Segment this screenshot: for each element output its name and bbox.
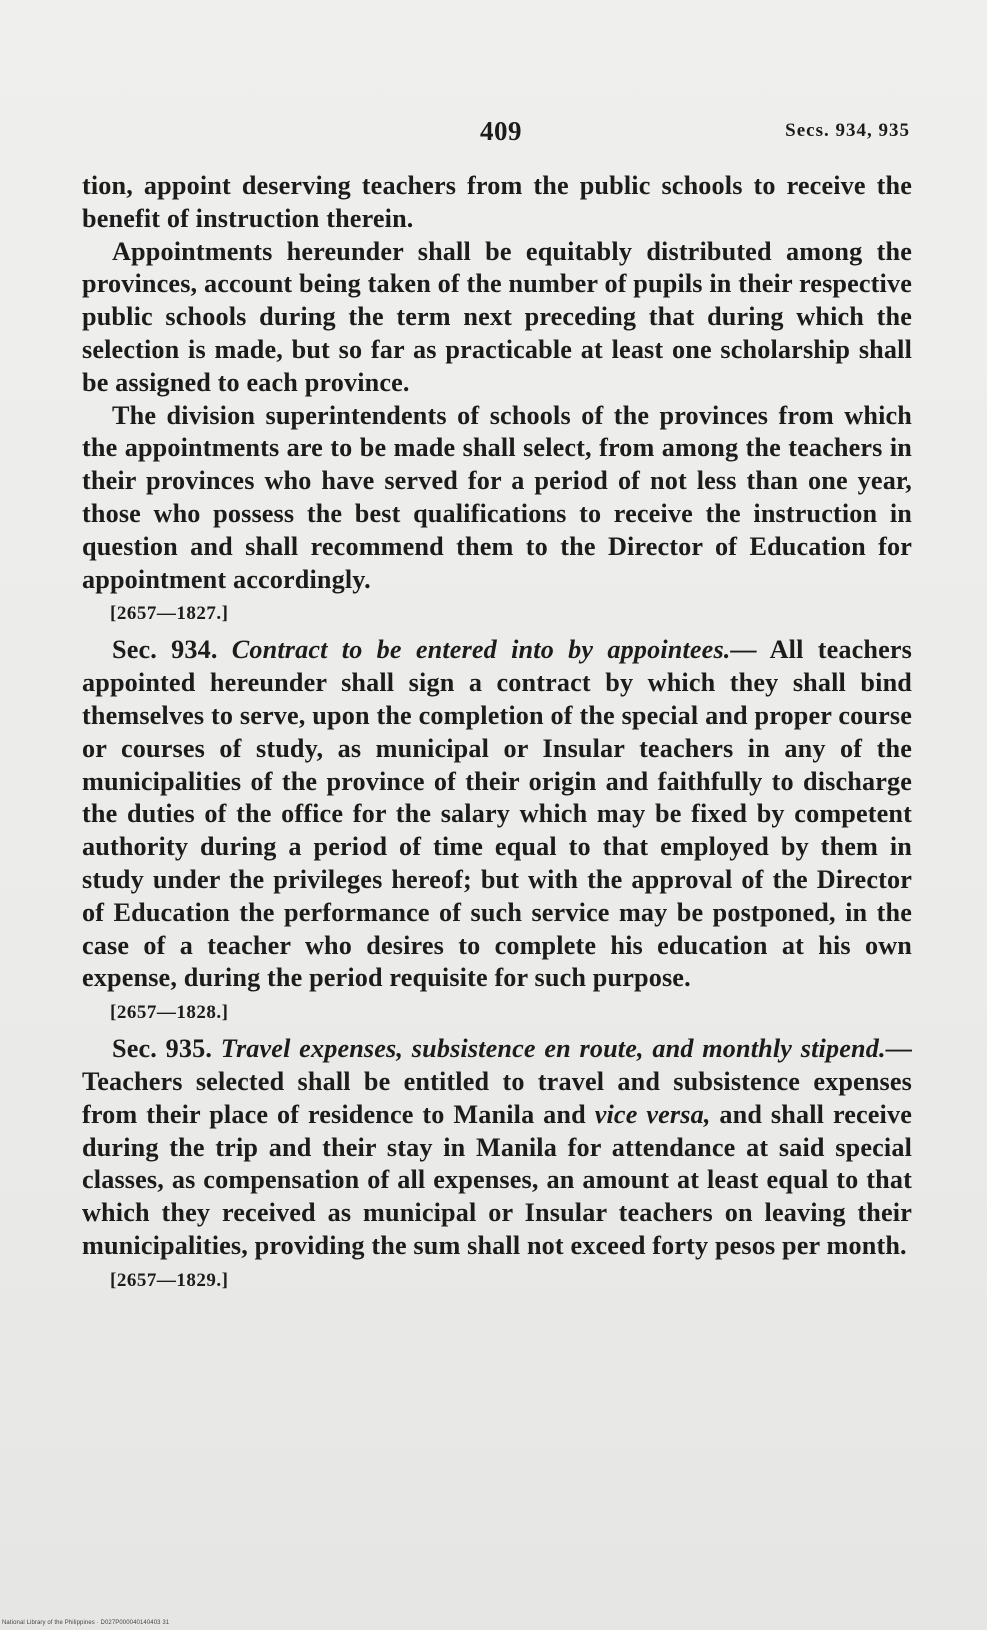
- section-935: [82, 1033, 912, 1263]
- citation-1828: [2657—1828.]: [110, 1002, 229, 1024]
- section-934-title: Contract to be entered into by appointees.—: [231, 635, 757, 665]
- body-text: [82, 170, 912, 1301]
- section-934-body: All teachers appointed hereunder shall sign a contract by which they shall bind themselves to serve, upon the completion of the special and proper course or courses of study, as municipal or Insular teachers in any of the municipalities of the province of their origin and faithfully to discharge the duties of the office for the salary which may be fixed by competent authority during a period of time equal to that employed by them in study under the privileges hereof; but with the approval of the Director of Education the performance of such service may be postponed, in the case of a teacher who desires to complete his education at his own expense, during the period requisite for such purpose.: [82, 635, 912, 993]
- citation-1827: [2657—1827.]: [110, 603, 229, 625]
- paragraph-division-superintendents: The division superintendents of schools of the provinces from which the appointments are to be made shall select, from among the teachers in their provinces who have served for a period of not less than one year, those who possess the best qualifications to receive the instruction in question and shall recommend them to the Director of Education for appointment accordingly.: [82, 400, 912, 594]
- section-935-label: Sec. 935.: [112, 1034, 213, 1064]
- page-header: [82, 116, 910, 152]
- page-number: 409: [480, 116, 522, 146]
- section-935-dash: —: [885, 1034, 912, 1064]
- citation-1829: [2657—1829.]: [110, 1269, 229, 1291]
- section-934: [82, 634, 912, 995]
- section-935-body-b: and shall receive during the trip and their stay in Manila for attendance at said special classes, as compensation of all expenses, an amount at least equal to that which they received as municipal or Insular teachers on leaving their municipalities, providing the sum shall not exceed forty pesos per month.: [82, 1099, 913, 1260]
- section-934-label: Sec. 934.: [112, 635, 218, 665]
- section-935-body-a: Teachers selected shall be entitled to travel and subsistence expenses from their place of residence to Manila and: [82, 1066, 912, 1129]
- paragraph-appointments: Appointments hereunder shall be equitably distributed among the provinces, account being taken of the number of pupils in their respective public schools during the term next preceding that during which the selection is made, but so far as practicable at least one scholarship shall be assigned to each province.: [82, 236, 912, 397]
- section-reference: Secs. 934, 935: [785, 120, 910, 141]
- library-watermark: National Library of the Philippines · D027P000040140403 31: [2, 1620, 170, 1626]
- paragraph-continuation: tion, appoint deserving teachers from the public schools to receive the benefit of instruction therein.: [82, 171, 912, 233]
- section-935-vice-versa: vice versa,: [594, 1099, 711, 1129]
- section-935-title: Travel expenses, subsistence en route, and monthly stipend.: [220, 1034, 886, 1064]
